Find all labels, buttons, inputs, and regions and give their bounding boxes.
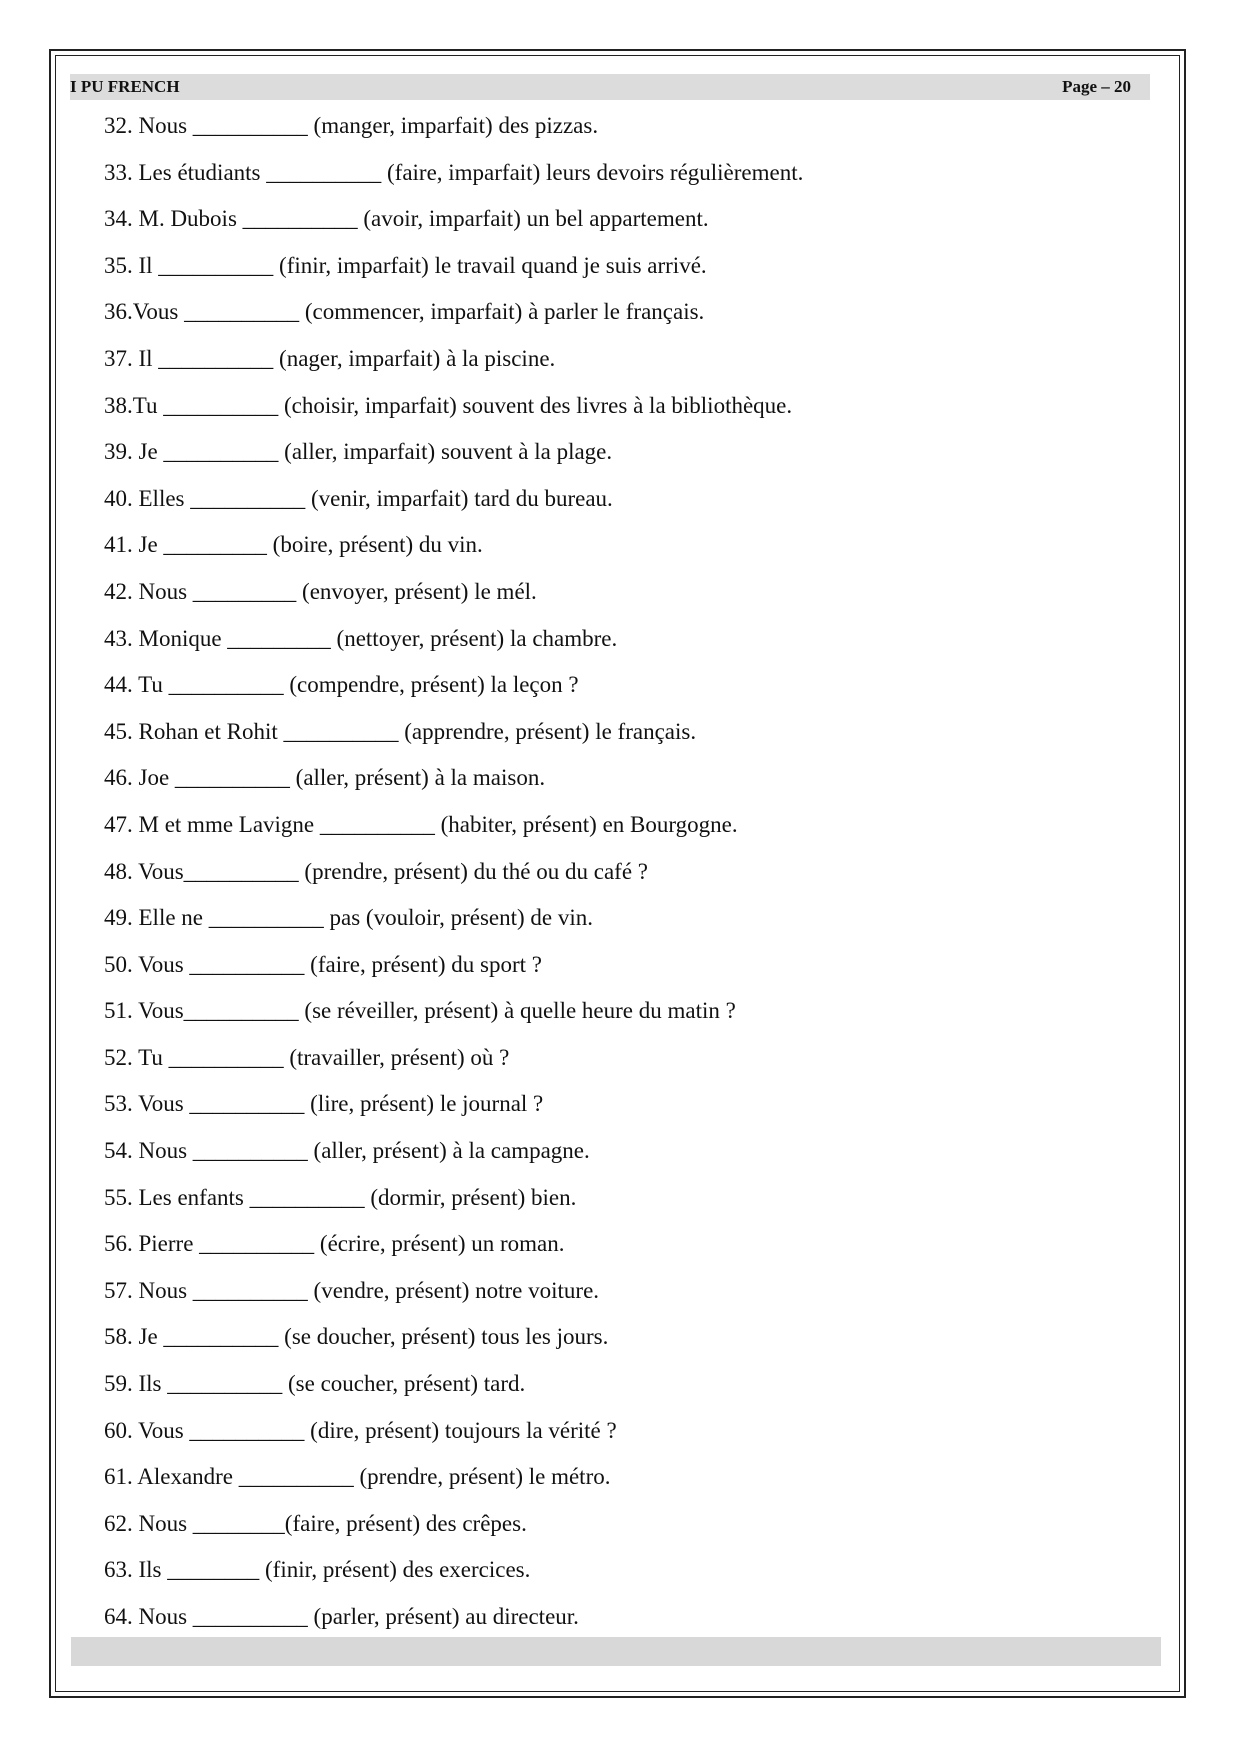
footer-bar: [71, 1637, 1161, 1666]
exercise-item: 64. Nous __________ (parler, présent) au directeur.: [104, 1604, 579, 1629]
exercise-item: 60. Vous __________ (dire, présent) toujours la vérité ?: [104, 1417, 617, 1443]
exercise-item: 39. Je __________ (aller, imparfait) souvent à la plage.: [104, 439, 613, 465]
exercise-item: 40. Elles __________ (venir, imparfait) tard du bureau.: [104, 485, 613, 511]
exercise-item: 41. Je _________ (boire, présent) du vin.: [104, 532, 483, 558]
page-number: Page – 20: [1062, 77, 1131, 96]
exercise-item: 55. Les enfants __________ (dormir, présent) bien.: [104, 1184, 577, 1210]
exercise-item: 63. Ils ________ (finir, présent) des exercices.: [104, 1557, 531, 1583]
exercise-item: 54. Nous __________ (aller, présent) à la campagne.: [104, 1138, 590, 1164]
exercise-item: 47. M et mme Lavigne __________ (habiter, présent) en Bourgogne.: [104, 811, 738, 837]
exercise-item: 32. Nous __________ (manger, imparfait) des pizzas.: [104, 113, 599, 138]
exercise-item: 59. Ils __________ (se coucher, présent) tard.: [104, 1371, 526, 1397]
exercise-item: 62. Nous ________(faire, présent) des crêpes.: [104, 1510, 527, 1536]
exercise-item: 56. Pierre __________ (écrire, présent) un roman.: [104, 1231, 565, 1257]
exercise-item: 57. Nous __________ (vendre, présent) notre voiture.: [104, 1277, 600, 1303]
exercise-item: 53. Vous __________ (lire, présent) le journal ?: [104, 1091, 544, 1117]
exercise-item: 34. M. Dubois __________ (avoir, imparfait) un bel appartement.: [104, 206, 709, 232]
exercise-item: 48. Vous__________ (prendre, présent) du thé ou du café ?: [104, 858, 648, 884]
exercise-item: 49. Elle ne __________ pas (vouloir, présent) de vin.: [104, 905, 594, 931]
exercise-item: 38.Tu __________ (choisir, imparfait) souvent des livres à la bibliothèque.: [104, 392, 793, 418]
exercise-item: 43. Monique _________ (nettoyer, présent) la chambre.: [104, 625, 618, 651]
exercise-item: 61. Alexandre __________ (prendre, présent) le métro.: [104, 1464, 611, 1490]
exercise-item: 37. Il __________ (nager, imparfait) à la piscine.: [104, 345, 556, 371]
exercise-item: 51. Vous__________ (se réveiller, présent) à quelle heure du matin ?: [104, 998, 736, 1024]
header-bar: [70, 74, 1150, 100]
exercise-list: [104, 103, 803, 1641]
exercise-item: 58. Je __________ (se doucher, présent) tous les jours.: [104, 1324, 609, 1350]
exercise-item: 50. Vous __________ (faire, présent) du sport ?: [104, 951, 542, 977]
exercise-item: 52. Tu __________ (travailler, présent) où ?: [104, 1044, 510, 1070]
exercise-item: 36.Vous __________ (commencer, imparfait) à parler le français.: [104, 299, 705, 325]
exercise-item: 42. Nous _________ (envoyer, présent) le mél.: [104, 578, 537, 604]
exercise-item: 35. Il __________ (finir, imparfait) le travail quand je suis arrivé.: [104, 252, 707, 278]
document-title: I PU FRENCH: [70, 77, 180, 96]
exercise-item: 46. Joe __________ (aller, présent) à la maison.: [104, 765, 546, 791]
exercise-item: 33. Les étudiants __________ (faire, imparfait) leurs devoirs régulièrement.: [104, 159, 804, 185]
exercise-item: 45. Rohan et Rohit __________ (apprendre, présent) le français.: [104, 718, 697, 744]
exercise-item: 44. Tu __________ (compendre, présent) la leçon ?: [104, 672, 579, 698]
